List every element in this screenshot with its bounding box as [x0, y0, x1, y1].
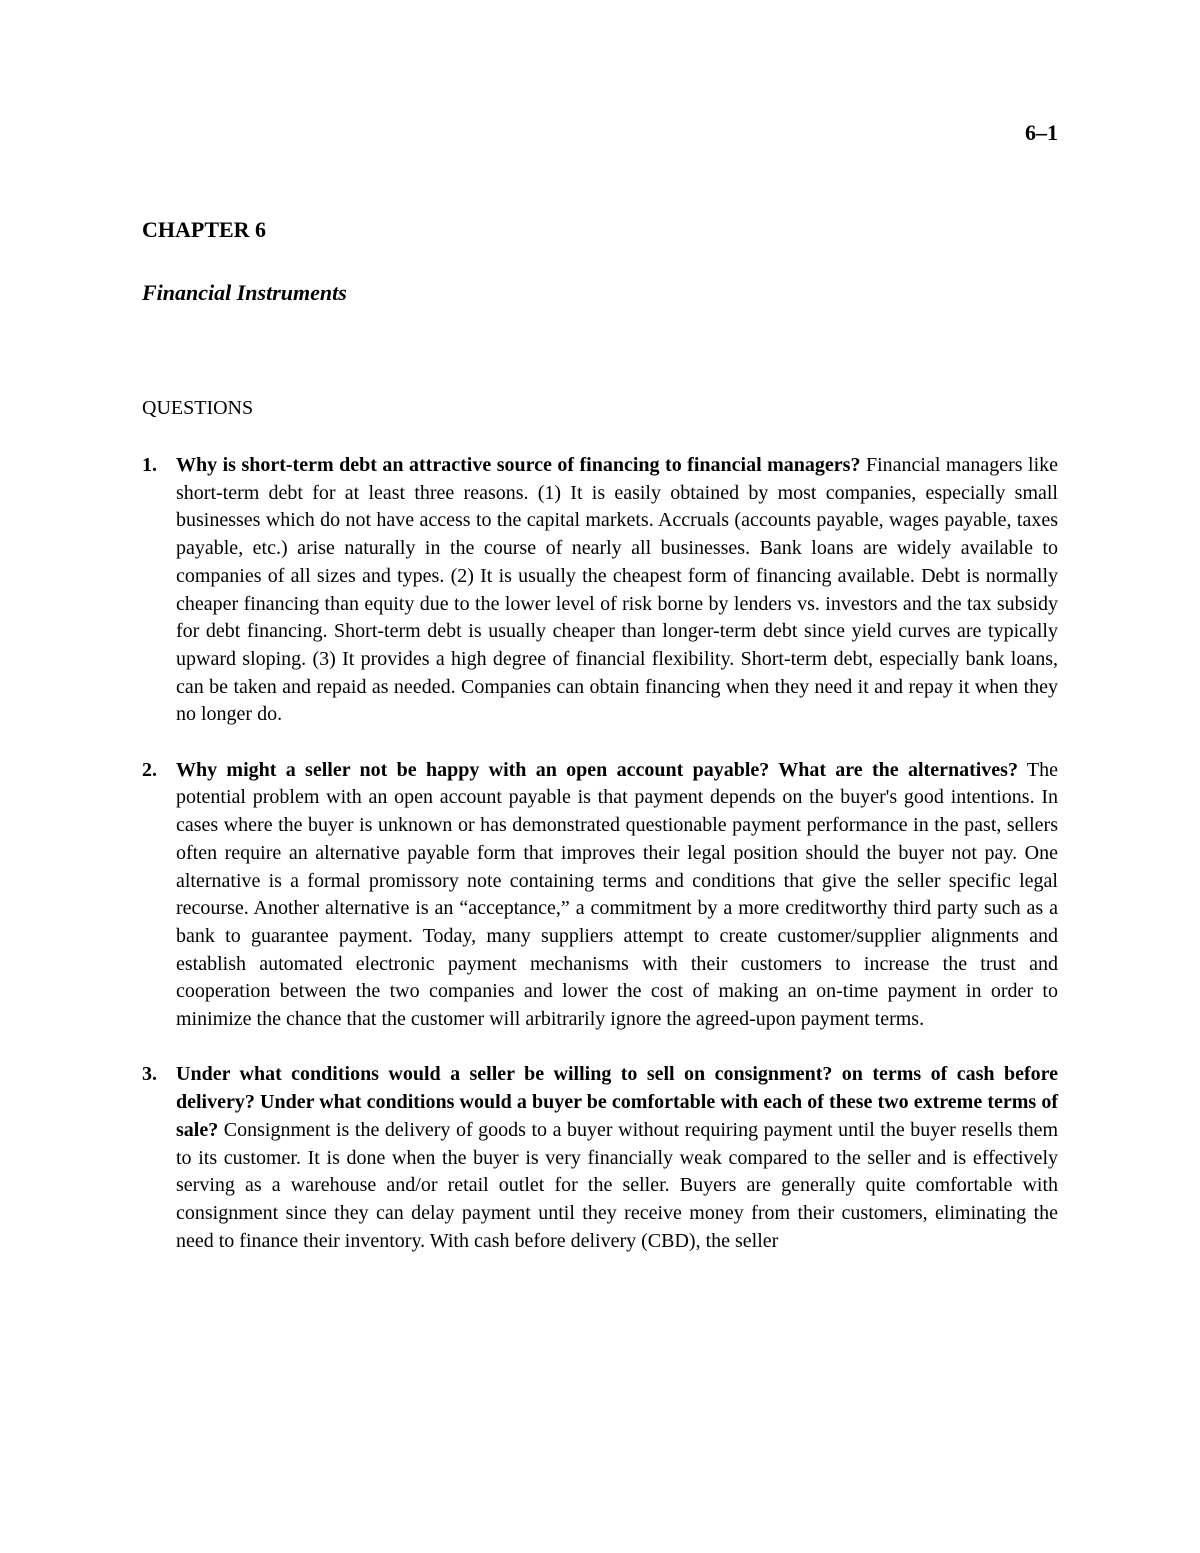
question-number: 1. [142, 454, 157, 476]
question-item [142, 757, 1058, 1034]
question-number: 2. [142, 758, 157, 781]
question-item [142, 452, 1058, 729]
question-number: 3. [142, 1063, 157, 1086]
answer-text: The potential problem with an open account payable is that payment depends on the buyer's good intentions. In cases where the buyer is unknown or has demonstrated questionable payment performance in the past, sellers often require an alternative payable form that improves their legal position should the buyer not pay. One alternative is a formal promissory note containing terms and conditions that give the seller specific legal recourse. Another alternative is an “acceptance,” a commitment by a more creditworthy third party such as a bank to guarantee payment. Today, many suppliers attempt to create customer/supplier alignments and establish automated electronic payment mechanisms with their customers to increase the trust and cooperation between the two companies and lower the cost of making an on-time payment in order to minimize the chance that the customer will arbitrarily ignore the agreed-upon payment terms. [176, 758, 1058, 1031]
question-body [176, 757, 1058, 1034]
question-text: Why is short-term debt an attractive source of financing to financial managers? [176, 454, 861, 476]
question-body [176, 452, 1058, 729]
chapter-title: CHAPTER 6 [142, 217, 267, 242]
answer-text: Financial managers like short-term debt for at least three reasons. (1) It is easily obtained by most companies, especially small businesses which do not have access to the capital markets. Accruals (accounts payable, wages payable, taxes payable, etc.) arise naturally in the course of nearly all businesses. Bank loans are widely available to companies of all sizes and types. (2) It is usually the cheapest form of financing available. Debt is normally cheaper financing than equity due to the lower level of risk borne by lenders vs. investors and the tax subsidy for debt financing. Short-term debt is usually cheaper than longer-term debt since yield curves are typically upward sloping. (3) It provides a high degree of financial flexibility. Short-term debt, especially bank loans, can be taken and repaid as needed. Companies can obtain financing when they need it and repay it when they no longer do. [176, 454, 1059, 726]
page-number: 6–1 [1025, 120, 1058, 145]
answer-text: Consignment is the delivery of goods to a buyer without requiring payment until the buyer resells them to its customer. It is done when the buyer is very financially weak compared to the seller and is effectively serving as a warehouse and/or retail outlet for the seller. Buyers are generally quite comfortable with consignment since they can delay payment until they receive money from their customers, eliminating the need to finance their inventory. With cash before delivery (CBD), the seller [176, 1118, 1059, 1252]
question-text: Why might a seller not be happy with an open account payable? What are the alternatives? [176, 758, 1018, 781]
question-text: Under what conditions would a seller be willing to sell on consignment? on terms of cash before delivery? Under what conditions would a buyer be comfortable with each of these two extreme terms of sale? [176, 1063, 1058, 1141]
chapter-subtitle: Financial Instruments [142, 280, 347, 305]
questions-list [142, 452, 1058, 1283]
section-heading: QUESTIONS [142, 397, 254, 419]
question-body [176, 1061, 1058, 1255]
question-item [142, 1061, 1058, 1255]
